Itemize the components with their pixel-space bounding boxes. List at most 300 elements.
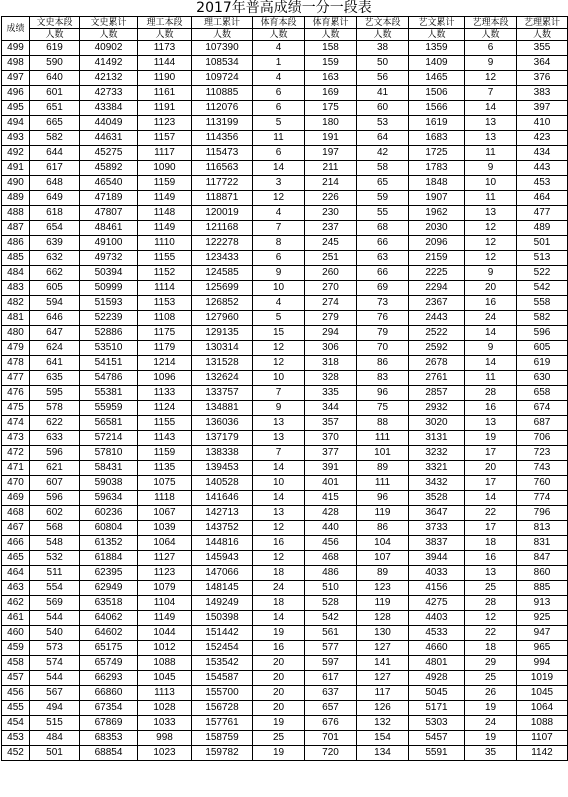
- table-row: [2, 251, 568, 266]
- table-cell: 68854: [80, 746, 138, 761]
- table-cell: 401: [305, 476, 357, 491]
- table-cell: 41492: [80, 56, 138, 71]
- column-header-line1: 理工本段: [138, 17, 191, 29]
- table-cell: 1124: [138, 401, 192, 416]
- score-cell: 469: [2, 491, 30, 506]
- score-cell: 484: [2, 266, 30, 281]
- table-cell: 13: [253, 416, 305, 431]
- table-cell: 607: [30, 476, 80, 491]
- table-cell: 1190: [138, 71, 192, 86]
- table-cell: 11: [465, 191, 517, 206]
- score-cell: 498: [2, 56, 30, 71]
- table-cell: 639: [30, 236, 80, 251]
- table-cell: 1114: [138, 281, 192, 296]
- table-row: [2, 221, 568, 236]
- table-cell: 542: [305, 611, 357, 626]
- table-cell: 4156: [409, 581, 465, 596]
- table-cell: 4: [253, 71, 305, 86]
- table-cell: 44631: [80, 131, 138, 146]
- score-cell: 486: [2, 236, 30, 251]
- table-cell: 59038: [80, 476, 138, 491]
- score-cell: 466: [2, 536, 30, 551]
- table-cell: 605: [30, 281, 80, 296]
- table-cell: 156728: [192, 701, 253, 716]
- table-row: [2, 176, 568, 191]
- score-cell: 465: [2, 551, 30, 566]
- table-cell: 158759: [192, 731, 253, 746]
- table-cell: 1848: [409, 176, 465, 191]
- table-cell: 14: [253, 611, 305, 626]
- table-cell: 1127: [138, 551, 192, 566]
- table-cell: 913: [517, 596, 568, 611]
- table-cell: 391: [305, 461, 357, 476]
- table-cell: 130: [357, 626, 409, 641]
- table-cell: 4533: [409, 626, 465, 641]
- table-cell: 127: [357, 671, 409, 686]
- score-cell: 487: [2, 221, 30, 236]
- table-cell: 1107: [517, 731, 568, 746]
- table-cell: 618: [30, 206, 80, 221]
- column-header: [80, 17, 138, 41]
- table-cell: 676: [305, 716, 357, 731]
- table-cell: 4033: [409, 566, 465, 581]
- table-cell: 1465: [409, 71, 465, 86]
- table-cell: 142713: [192, 506, 253, 521]
- table-cell: 3: [253, 176, 305, 191]
- score-cell: 452: [2, 746, 30, 761]
- score-cell: 481: [2, 311, 30, 326]
- table-row: [2, 491, 568, 506]
- table-row: [2, 191, 568, 206]
- table-cell: 60236: [80, 506, 138, 521]
- table-cell: 136036: [192, 416, 253, 431]
- table-cell: 50: [357, 56, 409, 71]
- table-cell: 596: [517, 326, 568, 341]
- table-cell: 62395: [80, 566, 138, 581]
- table-cell: 24: [465, 716, 517, 731]
- table-row: [2, 611, 568, 626]
- table-cell: 1153: [138, 296, 192, 311]
- table-cell: 53: [357, 116, 409, 131]
- table-cell: 12: [253, 551, 305, 566]
- table-cell: 104: [357, 536, 409, 551]
- table-cell: 127960: [192, 311, 253, 326]
- table-cell: 760: [517, 476, 568, 491]
- table-cell: 125699: [192, 281, 253, 296]
- score-cell: 493: [2, 131, 30, 146]
- table-cell: 211: [305, 161, 357, 176]
- table-cell: 548: [30, 536, 80, 551]
- table-cell: 86: [357, 521, 409, 536]
- table-cell: 115473: [192, 146, 253, 161]
- column-header: [357, 17, 409, 41]
- table-cell: 544: [30, 611, 80, 626]
- table-cell: 464: [517, 191, 568, 206]
- table-cell: 12: [465, 236, 517, 251]
- column-header-line2: 人数: [155, 29, 174, 39]
- table-cell: 1096: [138, 371, 192, 386]
- table-row: [2, 41, 568, 56]
- table-row: [2, 356, 568, 371]
- table-cell: 1159: [138, 446, 192, 461]
- table-cell: 640: [30, 71, 80, 86]
- table-cell: 1191: [138, 101, 192, 116]
- table-cell: 12: [253, 521, 305, 536]
- table-cell: 67354: [80, 701, 138, 716]
- table-cell: 7: [253, 386, 305, 401]
- table-row: [2, 206, 568, 221]
- table-cell: 38: [357, 41, 409, 56]
- table-cell: 860: [517, 566, 568, 581]
- column-header: [305, 17, 357, 41]
- score-cell: 468: [2, 506, 30, 521]
- column-header: [192, 17, 253, 41]
- column-header-line2: 人数: [427, 29, 446, 39]
- table-cell: 141646: [192, 491, 253, 506]
- table-cell: 274: [305, 296, 357, 311]
- table-row: [2, 71, 568, 86]
- table-cell: 110885: [192, 86, 253, 101]
- table-cell: 4660: [409, 641, 465, 656]
- score-cell: 482: [2, 296, 30, 311]
- table-cell: 601: [30, 86, 80, 101]
- table-cell: 501: [517, 236, 568, 251]
- table-cell: 12: [465, 221, 517, 236]
- score-cell: 460: [2, 626, 30, 641]
- table-cell: 18: [465, 536, 517, 551]
- table-cell: 630: [517, 371, 568, 386]
- score-cell: 492: [2, 146, 30, 161]
- table-cell: 1088: [138, 656, 192, 671]
- table-cell: 131528: [192, 356, 253, 371]
- table-row: [2, 641, 568, 656]
- table-cell: 22: [465, 506, 517, 521]
- table-cell: 112076: [192, 101, 253, 116]
- table-cell: 2678: [409, 356, 465, 371]
- table-cell: 14: [465, 101, 517, 116]
- table-cell: 12: [253, 341, 305, 356]
- table-cell: 6: [253, 146, 305, 161]
- table-cell: 25: [253, 731, 305, 746]
- table-cell: 251: [305, 251, 357, 266]
- table-cell: 1175: [138, 326, 192, 341]
- table-cell: 1173: [138, 41, 192, 56]
- table-cell: 561: [305, 626, 357, 641]
- table-cell: 2592: [409, 341, 465, 356]
- table-cell: 4275: [409, 596, 465, 611]
- table-cell: 122278: [192, 236, 253, 251]
- table-cell: 574: [30, 656, 80, 671]
- table-cell: 1683: [409, 131, 465, 146]
- score-cell: 474: [2, 416, 30, 431]
- table-cell: 56: [357, 71, 409, 86]
- column-header-line1: 理工累计: [192, 17, 252, 29]
- page-title: 2017年普高成绩一分一段表: [196, 0, 372, 16]
- table-cell: 63: [357, 251, 409, 266]
- score-cell: 476: [2, 386, 30, 401]
- table-cell: 1079: [138, 581, 192, 596]
- table-cell: 68353: [80, 731, 138, 746]
- table-cell: 180: [305, 116, 357, 131]
- table-cell: 149249: [192, 596, 253, 611]
- table-cell: 245: [305, 236, 357, 251]
- column-header-line1: 体育本段: [253, 17, 304, 29]
- score-cell: 490: [2, 176, 30, 191]
- table-cell: 50999: [80, 281, 138, 296]
- table-cell: 1044: [138, 626, 192, 641]
- table-cell: 544: [30, 671, 80, 686]
- table-cell: 3528: [409, 491, 465, 506]
- table-cell: 522: [517, 266, 568, 281]
- table-cell: 69: [357, 281, 409, 296]
- column-header: [2, 17, 30, 41]
- table-row: [2, 266, 568, 281]
- table-cell: 22: [465, 626, 517, 641]
- table-cell: 1045: [138, 671, 192, 686]
- table-cell: 1359: [409, 41, 465, 56]
- table-row: [2, 506, 568, 521]
- table-cell: 1064: [138, 536, 192, 551]
- table-cell: 7: [253, 221, 305, 236]
- table-cell: 648: [30, 176, 80, 191]
- table-cell: 1033: [138, 716, 192, 731]
- table-cell: 1783: [409, 161, 465, 176]
- table-cell: 12: [253, 356, 305, 371]
- column-header-line2: 人数: [269, 29, 288, 39]
- table-cell: 107390: [192, 41, 253, 56]
- table-row: [2, 476, 568, 491]
- table-cell: 477: [517, 206, 568, 221]
- table-cell: 13: [465, 566, 517, 581]
- table-cell: 1039: [138, 521, 192, 536]
- score-cell: 475: [2, 401, 30, 416]
- table-cell: 947: [517, 626, 568, 641]
- table-row: [2, 311, 568, 326]
- table-cell: 62949: [80, 581, 138, 596]
- table-cell: 24: [253, 581, 305, 596]
- table-cell: 11: [465, 371, 517, 386]
- table-cell: 605: [517, 341, 568, 356]
- column-header-line1: 艺理本段: [465, 17, 516, 29]
- table-cell: 113199: [192, 116, 253, 131]
- table-cell: 83: [357, 371, 409, 386]
- table-cell: 68: [357, 221, 409, 236]
- score-cell: 456: [2, 686, 30, 701]
- table-cell: 662: [30, 266, 80, 281]
- table-cell: 515: [30, 716, 80, 731]
- table-cell: 1012: [138, 641, 192, 656]
- table-cell: 701: [305, 731, 357, 746]
- score-cell: 461: [2, 611, 30, 626]
- table-cell: 674: [517, 401, 568, 416]
- table-cell: 5303: [409, 716, 465, 731]
- score-cell: 462: [2, 596, 30, 611]
- table-cell: 10: [253, 476, 305, 491]
- table-cell: 2096: [409, 236, 465, 251]
- table-cell: 35: [465, 746, 517, 761]
- table-cell: 226: [305, 191, 357, 206]
- table-cell: 383: [517, 86, 568, 101]
- table-cell: 14: [465, 356, 517, 371]
- table-cell: 214: [305, 176, 357, 191]
- score-cell: 495: [2, 101, 30, 116]
- table-cell: 86: [357, 356, 409, 371]
- column-header: [253, 17, 305, 41]
- table-cell: 19: [253, 746, 305, 761]
- table-cell: 46540: [80, 176, 138, 191]
- table-cell: 1142: [517, 746, 568, 761]
- column-header-line1: 体育累计: [305, 17, 356, 29]
- score-table: [1, 16, 568, 761]
- column-header-line2: 人数: [45, 29, 64, 39]
- table-cell: 2522: [409, 326, 465, 341]
- table-row: [2, 281, 568, 296]
- table-cell: 1619: [409, 116, 465, 131]
- table-cell: 16: [465, 296, 517, 311]
- table-row: [2, 596, 568, 611]
- table-cell: 965: [517, 641, 568, 656]
- table-cell: 13: [465, 416, 517, 431]
- table-cell: 1104: [138, 596, 192, 611]
- table-cell: 3647: [409, 506, 465, 521]
- table-cell: 4: [253, 41, 305, 56]
- table-cell: 132: [357, 716, 409, 731]
- table-cell: 148145: [192, 581, 253, 596]
- table-cell: 998: [138, 731, 192, 746]
- table-cell: 1149: [138, 221, 192, 236]
- table-cell: 1113: [138, 686, 192, 701]
- table-row: [2, 446, 568, 461]
- table-cell: 558: [517, 296, 568, 311]
- table-cell: 6: [465, 41, 517, 56]
- score-cell: 477: [2, 371, 30, 386]
- table-cell: 1159: [138, 176, 192, 191]
- table-cell: 73: [357, 296, 409, 311]
- table-row: [2, 146, 568, 161]
- table-cell: 1067: [138, 506, 192, 521]
- table-cell: 2225: [409, 266, 465, 281]
- table-cell: 17: [465, 476, 517, 491]
- table-cell: 117722: [192, 176, 253, 191]
- table-cell: 145943: [192, 551, 253, 566]
- table-cell: 1409: [409, 56, 465, 71]
- table-cell: 66860: [80, 686, 138, 701]
- table-cell: 140528: [192, 476, 253, 491]
- table-row: [2, 371, 568, 386]
- table-cell: 847: [517, 551, 568, 566]
- table-cell: 597: [305, 656, 357, 671]
- table-row: [2, 461, 568, 476]
- table-cell: 20: [253, 656, 305, 671]
- table-cell: 1149: [138, 611, 192, 626]
- table-cell: 42132: [80, 71, 138, 86]
- table-cell: 141: [357, 656, 409, 671]
- table-cell: 578: [30, 401, 80, 416]
- table-cell: 96: [357, 491, 409, 506]
- table-row: [2, 326, 568, 341]
- table-cell: 456: [305, 536, 357, 551]
- table-cell: 13: [465, 116, 517, 131]
- table-cell: 133757: [192, 386, 253, 401]
- table-cell: 494: [30, 701, 80, 716]
- table-cell: 619: [517, 356, 568, 371]
- score-cell: 459: [2, 641, 30, 656]
- column-header-line2: 人数: [321, 29, 340, 39]
- table-cell: 230: [305, 206, 357, 221]
- table-cell: 2443: [409, 311, 465, 326]
- table-cell: 163: [305, 71, 357, 86]
- table-row: [2, 551, 568, 566]
- table-cell: 108534: [192, 56, 253, 71]
- table-cell: 355: [517, 41, 568, 56]
- table-cell: 796: [517, 506, 568, 521]
- table-cell: 132624: [192, 371, 253, 386]
- column-header-label: 成绩: [6, 23, 25, 33]
- table-cell: 774: [517, 491, 568, 506]
- score-cell: 470: [2, 476, 30, 491]
- table-row: [2, 401, 568, 416]
- table-cell: 10: [253, 371, 305, 386]
- table-cell: 66: [357, 266, 409, 281]
- table-cell: 594: [30, 296, 80, 311]
- column-header: [138, 17, 192, 41]
- table-cell: 197: [305, 146, 357, 161]
- table-cell: 665: [30, 116, 80, 131]
- score-cell: 499: [2, 41, 30, 56]
- table-cell: 127: [357, 641, 409, 656]
- table-cell: 9: [465, 341, 517, 356]
- table-cell: 1117: [138, 146, 192, 161]
- table-cell: 2294: [409, 281, 465, 296]
- column-header-line1: 艺理累计: [517, 17, 567, 29]
- table-cell: 596: [30, 446, 80, 461]
- table-cell: 2030: [409, 221, 465, 236]
- table-body: [2, 41, 568, 761]
- table-cell: 24: [465, 311, 517, 326]
- table-cell: 3232: [409, 446, 465, 461]
- table-cell: 57214: [80, 431, 138, 446]
- table-cell: 119: [357, 596, 409, 611]
- table-cell: 1506: [409, 86, 465, 101]
- table-cell: 624: [30, 341, 80, 356]
- table-cell: 440: [305, 521, 357, 536]
- table-cell: 12: [465, 251, 517, 266]
- table-cell: 468: [305, 551, 357, 566]
- table-cell: 26: [465, 686, 517, 701]
- table-cell: 60804: [80, 521, 138, 536]
- table-cell: 443: [517, 161, 568, 176]
- table-cell: 158: [305, 41, 357, 56]
- table-cell: 88: [357, 416, 409, 431]
- table-cell: 126: [357, 701, 409, 716]
- table-cell: 109724: [192, 71, 253, 86]
- score-cell: 467: [2, 521, 30, 536]
- table-cell: 5171: [409, 701, 465, 716]
- column-header-line2: 人数: [212, 29, 231, 39]
- table-cell: 15: [253, 326, 305, 341]
- table-cell: 64: [357, 131, 409, 146]
- table-cell: 646: [30, 311, 80, 326]
- table-cell: 596: [30, 491, 80, 506]
- table-cell: 56581: [80, 416, 138, 431]
- table-cell: 123: [357, 581, 409, 596]
- table-cell: 647: [30, 326, 80, 341]
- column-header-line1: 艺文本段: [357, 17, 408, 29]
- table-cell: 126852: [192, 296, 253, 311]
- table-cell: 16: [253, 641, 305, 656]
- table-cell: 237: [305, 221, 357, 236]
- table-cell: 1123: [138, 116, 192, 131]
